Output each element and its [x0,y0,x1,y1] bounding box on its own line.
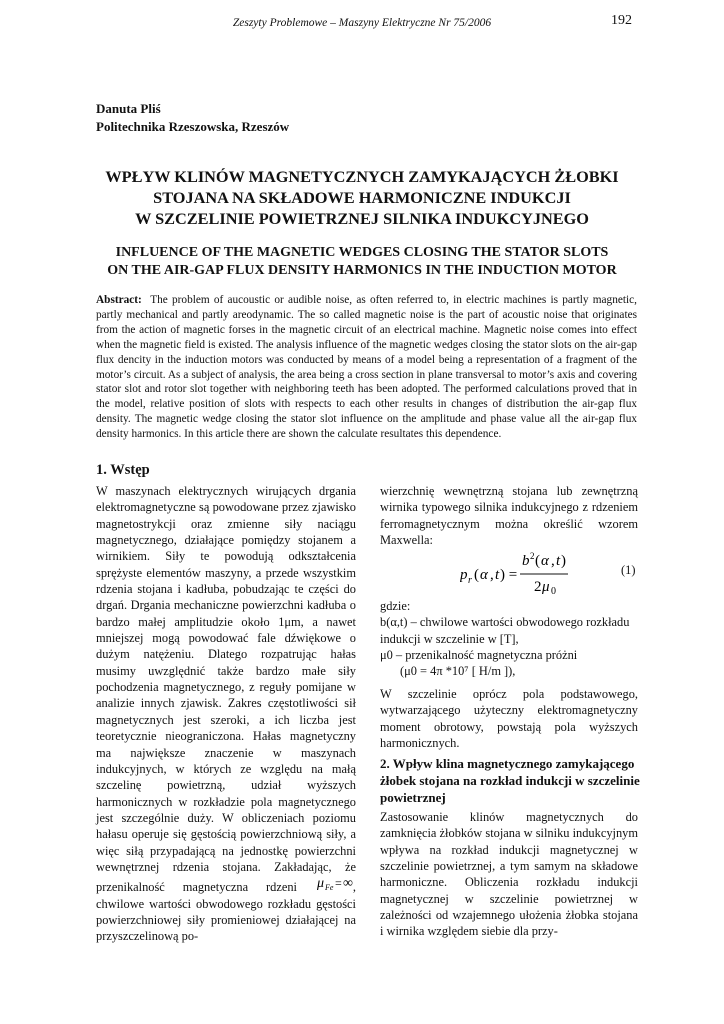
svg-text:(: ( [535,553,540,569]
author-affiliation: Politechnika Rzeszowska, Rzeszów [96,119,290,134]
running-header: Zeszyty Problemowe – Maszyny Elektryczne Nr 75/2006 [232,17,492,29]
paragraph: Zastosowanie klinów magnetycznych do zamknięcia żłobków stojana w silniku indukcyjnym wpływa na rozkład indukcji magnetycznej w szczelinie powietrznej, a tym samym na składowe harmoniczne. Obliczenia rozkładu indukcji magnetycznej w szczelinie powietrznej w zależności od wzajemnego ułożenia żłobka stojana i wirnika względem siebie dla przy- [380,810,638,939]
section-1-heading: 1. Wstęp [96,462,150,478]
svg-text:2: 2 [530,551,535,561]
title-en-line: INFLUENCE OF THE MAGNETIC WEDGES CLOSING THE STATOR SLOTS [115,245,609,260]
svg-text:α: α [480,567,488,583]
mu-fe-symbol [315,875,353,895]
svg-text:μ: μ [316,876,324,892]
svg-text:=: = [334,876,342,891]
svg-text:∞: ∞ [342,876,353,892]
svg-text:,: , [490,567,494,583]
svg-text:): ) [561,553,566,569]
intro-text: W maszynach elektrycznych wirujących drgania elektromagnetyczne są powodowane przez zjawisko magnetostrykcji oraz zmienne siły naciągu magnetycznego, działające pomiędzy stojanem a wirnikiem. Siły te powodują odkształcenia sprężyste elementów maszyny, a przede wszystkim rdzenia stojana i kadłuba, pobudzając te części do drgań. Drgania mechaniczne powierzchni kadłuba o bardzo małej amplitudzie około 1μm, a nawet mniejszej mogą powodować fale dźwiękowe o dużym natężeniu. Dlatego rozpatrując hałas musimy uwzględnić także bardzo małe siły pochodzenia magnetycznego, z reguły pomijane w analizie innych zjawisk. Zakres częstotliwości sił magnetycznych jest szeroki, a ich liczba jest teoretycznie nieograniczona. Hałas magnetyczny ma największe znaczenie w maszynach indukcyjnych, w których ze względu na małą szczelinę powietrzną, udział wyższych harmonicznych w rozkładzie pola magnetycznego jest szczególnie duży. W obliczeniach poziomu hałasu operuje się gęstością powierzchniową siły, a więc siłą przypadającą na jednostkę powierzchni wewnętrznej rdzenia stojana. Zakładając, że przenikalność magnetyczna rdzeni [96,484,356,895]
svg-text:r: r [468,575,472,586]
svg-text:p: p [460,567,468,583]
svg-text:t: t [495,567,500,583]
page-number: 192 [611,13,632,28]
title-polish [70,166,654,229]
svg-text:Fe: Fe [324,883,334,892]
where-mu: μ0 – przenikalność magnetyczna próżni [380,648,578,663]
mu-fe-equation [315,875,353,891]
abstract-label: Abstract: [96,294,142,306]
svg-text:μ: μ [542,579,550,595]
title-pl-line: STOJANA NA SKŁADOWE HARMONICZNE INDUKCJI [153,188,571,207]
title-pl-line: WPŁYW KLINÓW MAGNETYCZNYCH ZAMYKAJĄCYCH ŻŁOBKI [105,167,619,186]
where-b: b(α,t) – chwilowe wartości obwodowego rozkładu indukcji w szczelinie w [T], [380,615,630,646]
section-2-heading: 2. Wpływ klina magnetycznego zamykającego żłobek stojana na rozkład indukcji w szczelinie powietrznej [380,756,640,805]
svg-text:α: α [541,553,549,569]
column-right-bottom [380,809,638,940]
column-right-mid [380,686,638,751]
equation-number: (1) [621,563,636,577]
equation-graphic [460,551,640,597]
where-mu-value: (μ0 = 4π *10⁷ [ H/m ]), [400,664,516,679]
title-en-line: ON THE AIR-GAP FLUX DENSITY HARMONICS IN THE INDUCTION MOTOR [107,263,617,278]
abstract [96,293,637,442]
svg-text:,: , [551,553,555,569]
title-pl-line: W SZCZELINIE POWIETRZNEJ SILNIKA INDUKCYJNEGO [135,209,589,228]
paragraph: W szczelinie oprócz pola podstawowego, wytwarzającego użyteczny elektromagnetyczny moment obrotowy, powstają pola wyższych harmonicznych. [380,687,638,751]
svg-text:t: t [556,553,561,569]
author-name: Danuta Pliś [96,101,161,116]
where-label: gdzie: [380,599,411,613]
svg-text:) =: ) = [500,567,518,583]
intro-text-cont: , chwilowe wartości obwodowego rozkładu gęstości powierzchniowej siły promieniowej działającej na przyszczelinową po- [96,880,356,944]
svg-text:0: 0 [551,586,556,597]
svg-text:b: b [522,553,530,569]
equation-legend [380,598,640,680]
column-right-top [380,483,638,548]
paragraph: wierzchnię wewnętrzną stojana lub zewnętrzną wirnika typowego silnika indukcyjnego z rdzeniem ferromagnetycznym można określić wzorem Maxwella: [380,484,638,548]
column-left [96,483,356,945]
title-english [70,244,654,280]
maxwell-equation [460,551,640,597]
svg-text:(: ( [474,567,479,583]
svg-text:2: 2 [534,579,542,595]
author-block [96,100,289,136]
abstract-text: The problem of aucoustic or audible noise, as often referred to, in electric machines is partly magnetic, partly mechanical and partly areodynamic. The so called magnetic noise is the part of acoustic noise that originates from the action of magnetic forses in the magnetic circuit of an electrical machine. Magnetic noise comes into effect when the magnetic field is existed. The analysis influence of the magnetic wedges closing the stator slots on the air-gap flux dencity in the induction motors was conducted by means of a model being a representation of a fragment of the motor’s circuit. As a subject of analysis, the area being a cross section in plane transversal to motor’s axis and covering stator slot and rotor slot together with neighboring teeth has been adopted. The performed calculations proved that in the model, relative position of slots with respects to each other results in changes of distribution the air-gap flux density. The magnetic wedge closing the stator slot influence on the amplitude and phase value all the air-gap flux density harmonics. In this article there are shown the calculate resultates this dependence. [96,294,637,441]
paragraph [96,483,356,945]
